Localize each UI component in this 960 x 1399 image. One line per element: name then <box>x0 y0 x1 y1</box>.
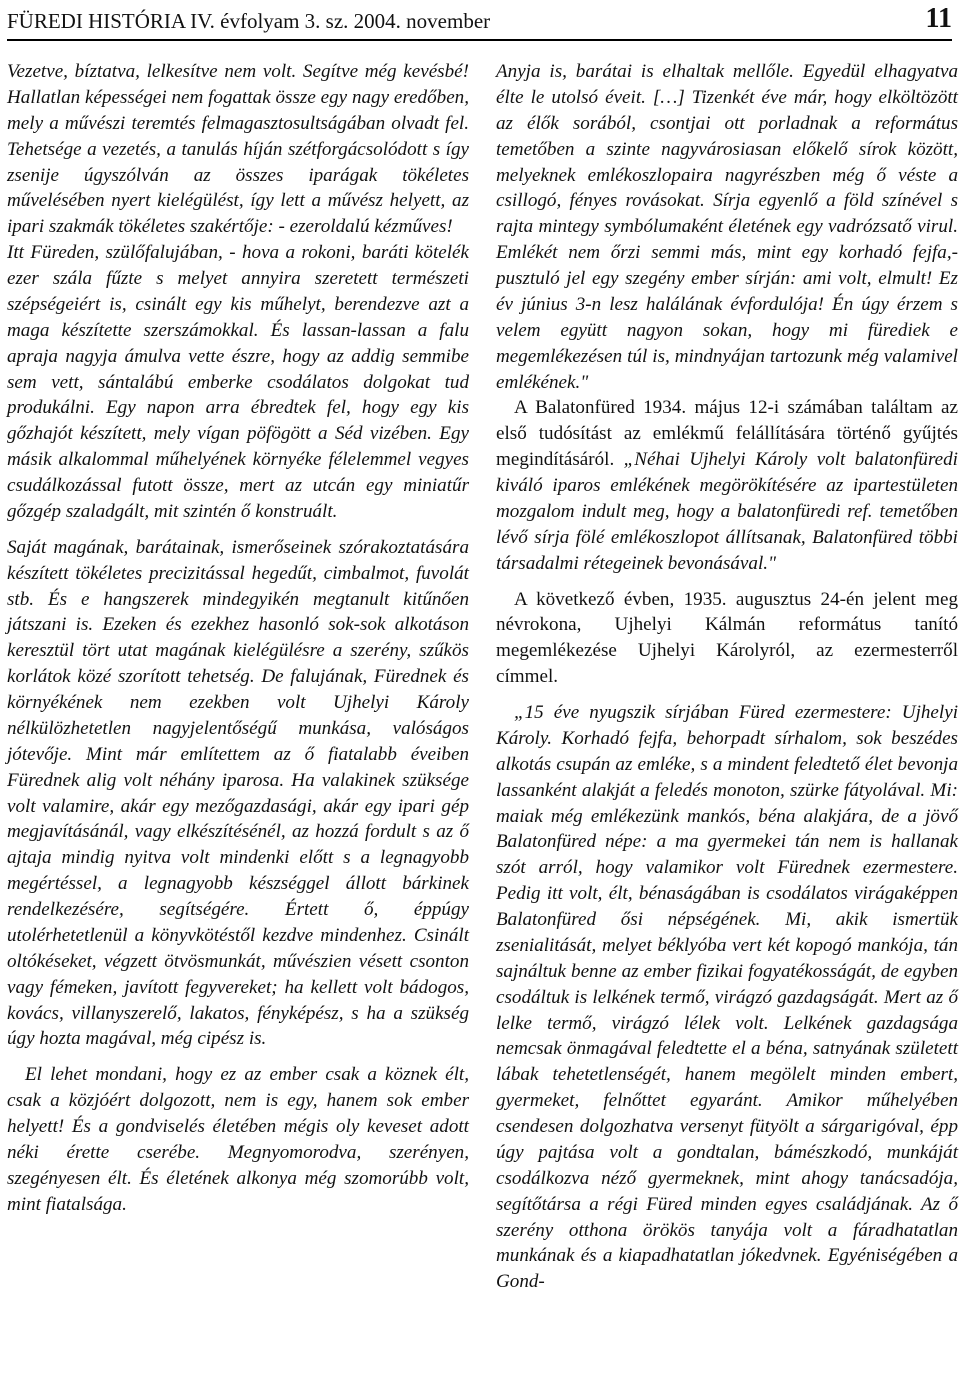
left-paragraph-4: El lehet mondani, hogy ez az ember csak a köznek élt, csak a közjóért dolgozott, nem is egy, hanem sok ember helyett! És a gondviselés életében mégis oly keveset adott néki érette cserébe. Megnyomorodva, szerényen, szegényesen élt. És életének alkonya még szomorúbb volt, mint fiatalsága. <box>7 1064 469 1215</box>
left-paragraph-3: Saját magának, barátainak, ismerőseinek szórakoztatására készített tökéletes precizitással hegedűt, cimbalmot, fuvolát stb. És e hangszerek mindegyikén megtanult kitűnően játszani is. Ezeken és ezekhez hasonló sok-sok alkotáson keresztül tört utat magának kielégülésre a szerény, szűkös korlátok közé szorított tehetség. De falujának, Fürednek és környékének nem ezekben volt Ujhelyi Károly nélkülözhetetlen nagyjelentőségű munkása, valóságos jótevője. Mint már említettem az ő fiatalabb éveiben Fürednek alig volt néhány iparosa. Ha valakinek szüksége volt valamire, akár egy mezőgazdasági, akár egy ipari gép megjavításánál, vagy elkészítésénél, az hozzá fordult s az ő ajtaja mindig nyitva volt mindenki előtt s a legnagyobb megértéssel, a legnagyobb készséggel állott bárkinek rendelkezésére, segítségére. Értett ő, éppúgy utolérhetetlenül a könyvkötéstől kezdve mindenhez. Csinált oltókéseket, végzett ötvösmunkát, művészien vésett csonton vagy fémeken, javított fegyvereket; ha kellett volt bádogos, kovács, villanyszerelő, lakatos, fényképész, s ha a szükség úgy hozta magával, még cipész is. <box>7 536 469 1050</box>
page-number: 11 <box>925 3 952 34</box>
right-paragraph-1: Anyja is, barátai is elhaltak mellőle. Egyedül elhagyatva élte le utolsó éveit. […] Tizenkét éve már, hogy elköltözött az élők sorából, csontjai ott porladnak a református temetőben a szinte nagyvárosiasan előkelő sírok között, melyeknek emlékoszlopaira nagyrészben még ő véste a csillogó, fényes rovásokat. Sírja egyenlő a föld színével s rajta mintegy symbólumaként életének egy vadrózsatő virul. Emlékét nem őrzi semmi más, mint egy korhadó fejfa,- pusztuló jel egy szegény ember sírján: ami volt, elmult! Ez év június 3-n lesz halálának évfordulója! Én úgy érzem s velem együtt nagyon sokan, hogy mi fürediek e megemlékezésen túl is, mindnyájan tartozunk még valamivel emlékének." <box>496 61 958 393</box>
right-paragraph-2-quote: „Néhai Ujhelyi Károly volt balatonfüredi kiváló iparos emlékének megörökítésére az ipartestületen mozgalom indult meg, hogy a balatonfüredi ref. temetőben lévő sírja fölé emlékoszlopot állítsanak, Balatonfüred többi társadalmi rétegeinek bevonásával." <box>496 449 958 574</box>
right-paragraph-4: „15 éve nyugszik sírjában Füred ezermestere: Ujhelyi Károly. Korhadó fejfa, behorpadt sírhalom, sok beszédes alkotás csupán az emléke, s a mindent feledtető élet bevonja lassanként alakját a feledés monoton, szürke fátyolával. Mi: maiak még emlékezünk mankós, béna alakjára, de a jövő Balatonfüred népe: a ma gyermekei tán nem is hallanak szót arról, hogy valamikor volt Fürednek ezermestere. Pedig itt volt, élt, bénaságában is csodálatos virágaképpen Balatonfüred ősi népségének. Mi, akik ismertük zsenialitását, melyet béklyóba vert két kopogó mankója, tán sajnáltuk benne az ember fizikai fogyatékosságát, de egyben csodáltuk is lelkének termő, virágzó gazdagságát. Mert az ő lelke termő, virágzó lélek volt. Lelkének gazdagsága nemcsak önmagával feledtette el a béna, satnyának született lábak tehetetlenségét, hanem megölelt minden embert, gyermeket, felnőttet egyaránt. Amikor műhelyében csendesen dolgozhatva versenyt fütyölt a sárgarigóval, épp úgy pajtása volt a gondtalan, bámészkodó, munkáját csodálkozva néző gyermeknek, mint ahogy tanácsadója, segítőtársa a régi Füred minden egyes családjának. Az ő szerény otthona örökös tanyája volt a fáradhatatlan munkának és a kiapadhatatlan jókedvnek. Egyéniségében a Gond- <box>496 702 958 1293</box>
left-column <box>7 59 469 1218</box>
right-column <box>496 59 958 1295</box>
left-paragraph-1: Vezetve, bíztatva, lelkesítve nem volt. Segítve még kevésbé! Hallatlan képességei nem fogattak össze egy nagy eredőben, mely a művészi teremtés felmagasztosultságában olvadt fel. Tehetsége a vezetés, a tanulás híján szétforgácsolódott s így zsenije úgyszólván az összes iparágak tökéletes művelésében nyert kielégülést, így lett a művész helyett, az ipari szakmák tökéletes szakértője: - ezeroldalú kézműves! <box>7 61 469 238</box>
right-paragraph-2 <box>496 395 958 576</box>
right-paragraph-3: A következő évben, 1935. augusztus 24-én jelent meg névrokona, Ujhelyi Kálmán református tanító megemlékezése Ujhelyi Károlyról, az ezermesterről címmel. <box>496 588 958 688</box>
right-paragraph-2-intro: A Balatonfüred 1934. május 12-i számában találtam az első tudósítást az emlékmű felállítására történő gyűjtés megindításáról. <box>496 397 958 471</box>
page-header <box>7 2 952 42</box>
header-rule <box>7 39 952 41</box>
running-title: FÜREDI HISTÓRIA IV. évfolyam 3. sz. 2004. november <box>7 9 491 33</box>
left-paragraph-2: Itt Füreden, szülőfalujában, - hova a rokoni, baráti kötelék ezer szála fűzte s melyet annyira szeretett természeti szépségeiért is, csinált egy kis műhelyt, berendezve azt a maga készítette szerszámokkal. És lassan-lassan a falu apraja nagyja ámulva vette észre, hogy az addig semmibe sem vett, sántalábú emberke csodálatos dolgokat tud produkálni. Egy napon arra ébredtek fel, hogy egy kis gőzhajót készített, mely vígan pöfögött a Séd vizében. Egy másik alkalommal műhelyének környéke félelemmel vegyes csudálkozással futott össze, mert az utcán egy miniatűr gőzgép szaladgált, mit szintén ő konstruált. <box>7 242 469 522</box>
